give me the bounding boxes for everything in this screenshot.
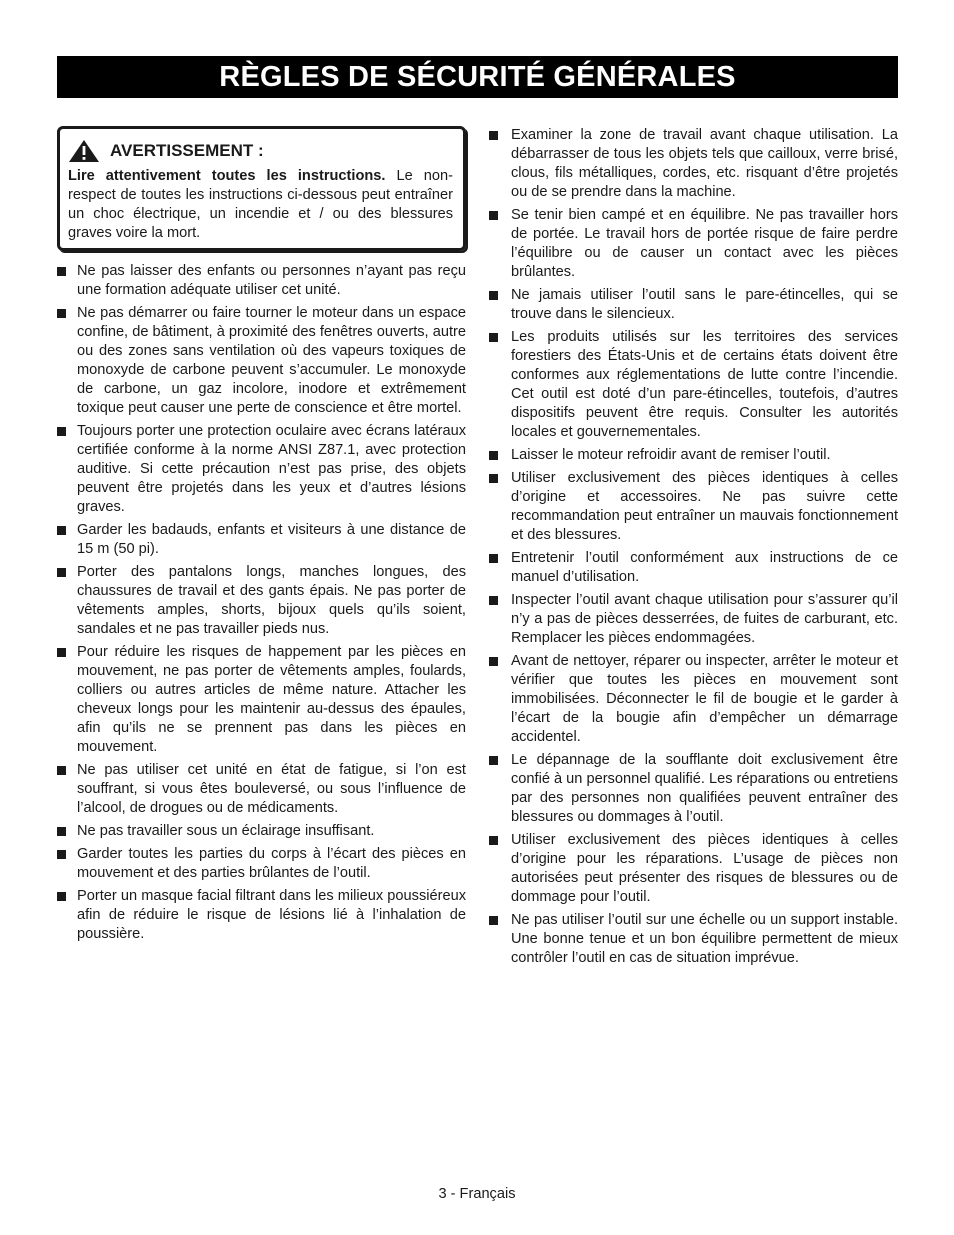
right-bullet-list xyxy=(489,126,898,968)
list-item-text: Ne pas démarrer ou faire tourner le moteur dans un espace confine, de bâtiment, à proximité des fenêtres ouverts, autre ou des zones sans ventilation où des vapeurs toxiques de monoxyde de carbone peuvent s’accumuler. Le monoxyde de carbone, un gaz incolore, inodore et extrêmement toxique peut causer une perte de conscience et être mortel. xyxy=(77,305,466,416)
bullet-square-icon xyxy=(57,267,66,276)
list-item-text: Garder les badauds, enfants et visiteurs à une distance de 15 m (50 pi). xyxy=(77,522,466,557)
list-item xyxy=(57,887,466,944)
list-item-text: Examiner la zone de travail avant chaque utilisation. La débarrasser de tous les objets tels que cailloux, verre brisé, clous, fils métalliques, cordes, etc. risquant d’être projetés ou de se prendre dans la machine. xyxy=(511,127,898,200)
list-item xyxy=(57,422,466,517)
bullet-square-icon xyxy=(57,648,66,657)
bullet-square-icon xyxy=(489,756,498,765)
list-item-text: Le dépannage de la soufflante doit exclusivement être confié à un personnel qualifié. Les réparations ou entretiens par des personnes non qualifiées peuvent entraîner des blessures ou dommages à l’outil. xyxy=(511,752,898,825)
title-banner xyxy=(57,56,898,98)
list-item xyxy=(57,262,466,300)
warning-text xyxy=(68,167,453,243)
list-item xyxy=(489,652,898,747)
bullet-square-icon xyxy=(489,291,498,300)
bullet-square-icon xyxy=(489,554,498,563)
list-item-text: Ne pas laisser des enfants ou personnes n’ayant pas reçu une formation adéquate utiliser cet unité. xyxy=(77,263,466,298)
left-bullet-list xyxy=(57,262,466,944)
bullet-square-icon xyxy=(489,836,498,845)
bullet-square-icon xyxy=(57,526,66,535)
list-item xyxy=(489,591,898,648)
list-item-text: Garder toutes les parties du corps à l’écart des pièces en mouvement et des parties brûlantes de l’outil. xyxy=(77,846,466,881)
warning-box xyxy=(57,126,466,251)
list-item-text: Porter des pantalons longs, manches longues, des chaussures de travail et des gants épais. Ne pas porter de vêtements amples, shorts, bijoux quels qu’ils soient, sandales et ne pas travailler pieds nus. xyxy=(77,564,466,637)
list-item-text: Pour réduire les risques de happement par les pièces en mouvement, ne pas porter de vêtements amples, foulards, colliers ou autres articles de même nature. Attacher les cheveux longs pour les maintenir au-dessus des épaules, afin qu’ils ne se prennent pas dans les pièces en mouvement. xyxy=(77,644,466,755)
bullet-square-icon xyxy=(489,596,498,605)
list-item-text: Entretenir l’outil conformément aux instructions de ce manuel d’utilisation. xyxy=(511,550,898,585)
bullet-square-icon xyxy=(57,309,66,318)
list-item xyxy=(57,643,466,757)
bullet-square-icon xyxy=(57,850,66,859)
bullet-square-icon xyxy=(57,892,66,901)
list-item-text: Inspecter l’outil avant chaque utilisation pour s’assurer qu’il n’y a pas de pièces desserrées, de fuites de carburant, etc. Remplacer les pièces endommagées. xyxy=(511,592,898,646)
list-item-text: Ne jamais utiliser l’outil sans le pare-étincelles, qui se trouve dans le silencieux. xyxy=(511,287,898,322)
warning-lead: Lire attentivement toutes les instructions. xyxy=(68,168,386,184)
list-item xyxy=(57,845,466,883)
bullet-square-icon xyxy=(489,451,498,460)
bullet-square-icon xyxy=(489,333,498,342)
list-item xyxy=(489,831,898,907)
bullet-square-icon xyxy=(489,474,498,483)
bullet-square-icon xyxy=(57,568,66,577)
bullet-square-icon xyxy=(489,657,498,666)
list-item xyxy=(57,822,466,841)
warning-triangle-icon xyxy=(68,139,100,163)
list-item xyxy=(489,328,898,442)
list-item xyxy=(57,521,466,559)
list-item-text: Toujours porter une protection oculaire avec écrans latéraux certifiée conforme à la norme ANSI Z87.1, avec protection auditive. Si cette précaution n’est pas prise, des objets peuvent être projetés dans les yeux et d’autres lésions graves. xyxy=(77,423,466,515)
list-item-text: Porter un masque facial filtrant dans les milieux poussiéreux afin de réduire le risque de lésions lié à l’inhalation de poussière. xyxy=(77,888,466,942)
list-item xyxy=(489,446,898,465)
bullet-square-icon xyxy=(489,131,498,140)
bullet-square-icon xyxy=(489,916,498,925)
warning-body: Le non-respect de toutes les instructions ci-dessous peut entraîner un choc électrique, un incendie et / ou des blessures graves voire la mort. xyxy=(68,168,453,241)
bullet-square-icon xyxy=(57,827,66,836)
list-item-text: Utiliser exclusivement des pièces identiques à celles d’origine et accessoires. Ne pas suivre cette recommandation peut entraîner un mauvais fonctionnement et des blessures. xyxy=(511,470,898,543)
list-item-text: Ne pas utiliser l’outil sur une échelle ou un support instable. Une bonne tenue et un bon équilibre permettent de mieux contrôler l’outil en cas de situation imprévue. xyxy=(511,912,898,966)
list-item-text: Laisser le moteur refroidir avant de remiser l’outil. xyxy=(511,447,831,463)
page-footer: 3 - Français xyxy=(438,1186,516,1202)
list-item xyxy=(489,911,898,968)
bullet-square-icon xyxy=(57,766,66,775)
page-title: RÈGLES DE SÉCURITÉ GÉNÉRALES xyxy=(219,60,736,93)
bullet-square-icon xyxy=(489,211,498,220)
left-column xyxy=(57,126,466,948)
list-item-text: Utiliser exclusivement des pièces identiques à celles d’origine pour les réparations. L’usage de pièces non autorisées peut présenter des risques de blessures ou de dommage pour l’outil. xyxy=(511,832,898,905)
list-item xyxy=(57,563,466,639)
list-item xyxy=(57,304,466,418)
list-item-text: Ne pas travailler sous un éclairage insuffisant. xyxy=(77,823,375,839)
warning-heading: AVERTISSEMENT : xyxy=(110,141,264,160)
list-item xyxy=(489,286,898,324)
list-item xyxy=(489,206,898,282)
warning-header xyxy=(68,139,453,163)
list-item xyxy=(489,549,898,587)
list-item-text: Se tenir bien campé et en équilibre. Ne pas travailler hors de portée. Le travail hors de portée risque de faire perdre l’équilibre ou de causer un contact avec les pièces brûlantes. xyxy=(511,207,898,280)
list-item xyxy=(489,469,898,545)
list-item xyxy=(489,126,898,202)
list-item-text: Les produits utilisés sur les territoires des services forestiers des États-Unis et de certains états doivent être conformes aux réglementations de lutte contre l’incendie. Cet outil est doté d’un pare-étincelles, toutefois, d’autres dispositifs peuvent être requis. Consulter les autorités locales et gouvernementales. xyxy=(511,329,898,440)
list-item xyxy=(57,761,466,818)
list-item-text: Avant de nettoyer, réparer ou inspecter, arrêter le moteur et vérifier que toutes les pièces en mouvement sont immobilisées. Déconnecter le fil de bougie et le garder à l’écart de la bougie afin d’empêcher un démarrage accidentel. xyxy=(511,653,898,745)
right-column xyxy=(489,126,898,972)
list-item xyxy=(489,751,898,827)
list-item-text: Ne pas utiliser cet unité en état de fatigue, si l’on est souffrant, si vous êtes bouleversé, ou sous l’influence de l’alcool, de drogues ou de médicaments. xyxy=(77,762,466,816)
bullet-square-icon xyxy=(57,427,66,436)
